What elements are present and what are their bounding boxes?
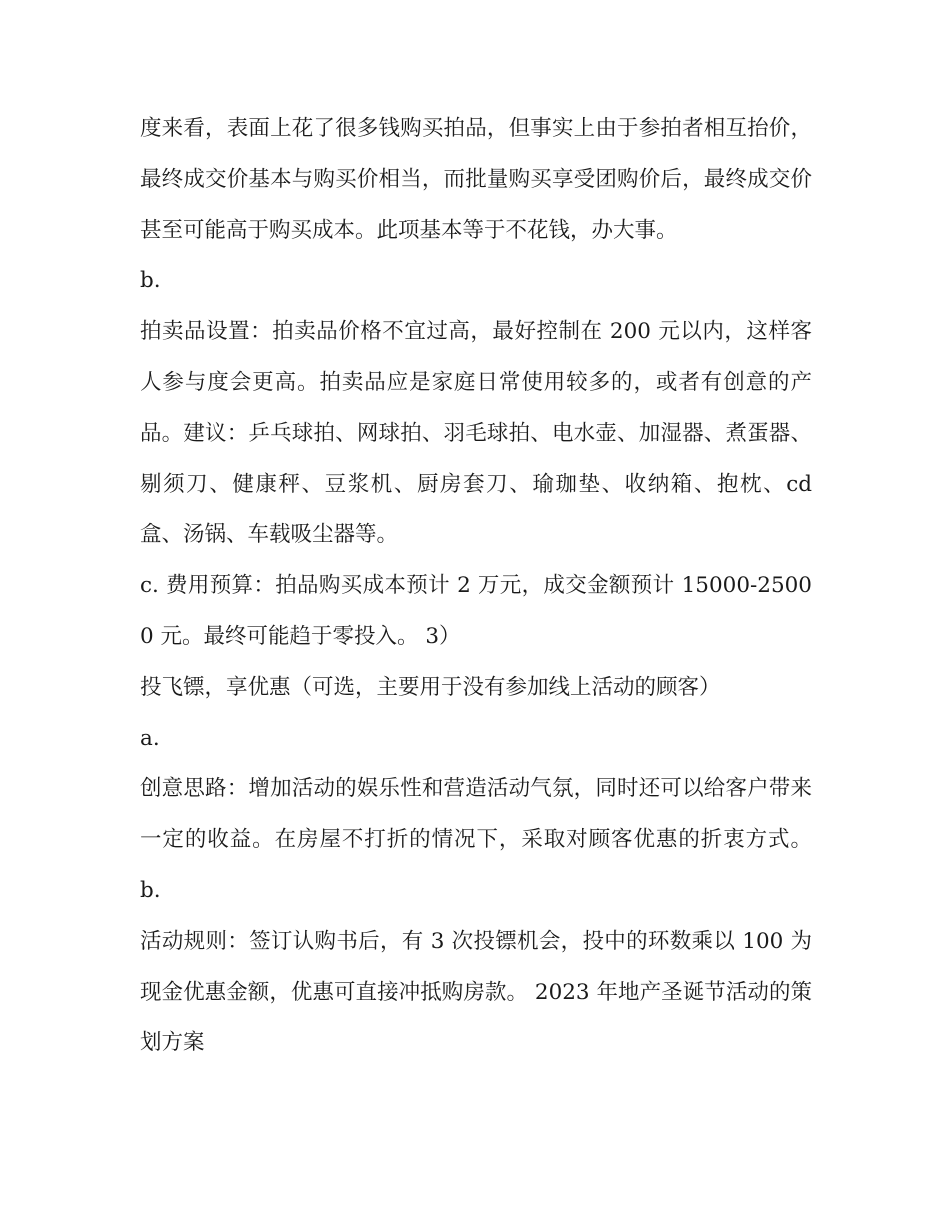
paragraph-darts-rules: 活动规则：签订认购书后，有 3 次投镖机会，投中的环数乘以 100 为现金优惠金额，优惠可直接冲抵购房款。 2023 年地产圣诞节活动的策划方案 xyxy=(140,928,812,1056)
document-page xyxy=(140,104,812,1069)
paragraph-auction-cost: 度来看，表面上花了很多钱购买拍品，但事实上由于参拍者相互抬价，最终成交价基本与购买价相当，而批量购买享受团购价后，最终成交价甚至可能高于购买成本。此项基本等于不花钱，办大事。 xyxy=(140,116,812,243)
paragraph-label-a: a. xyxy=(140,725,160,751)
paragraph-auction-items: 拍卖品设置：拍卖品价格不宜过高，最好控制在 200 元以内，这样客人参与度会更高。拍卖品应是家庭日常使用较多的，或者有创意的产品。建议：乒乓球拍、网球拍、羽毛球拍、电水壶、加湿器、煮蛋器、剔须刀、健康秤、豆浆机、厨房套刀、瑜珈垫、收纳箱、抱枕、cd 盒、汤锅、车载吸尘器等。 xyxy=(140,319,812,548)
paragraph-darts-heading: 投飞镖，享优惠（可选，主要用于没有参加线上活动的顾客） xyxy=(140,674,721,700)
paragraph-label-b: b. xyxy=(140,268,161,294)
paragraph-budget: c. 费用预算：拍品购买成本预计 2 万元，成交金额预计 15000-25000 元。最终可能趋于零投入。 3） xyxy=(140,573,812,649)
paragraph-darts-idea: 创意思路：增加活动的娱乐性和营造活动气氛，同时还可以给客户带来一定的收益。在房屋不打折的情况下，采取对顾客优惠的折衷方式。 b. xyxy=(140,776,812,903)
